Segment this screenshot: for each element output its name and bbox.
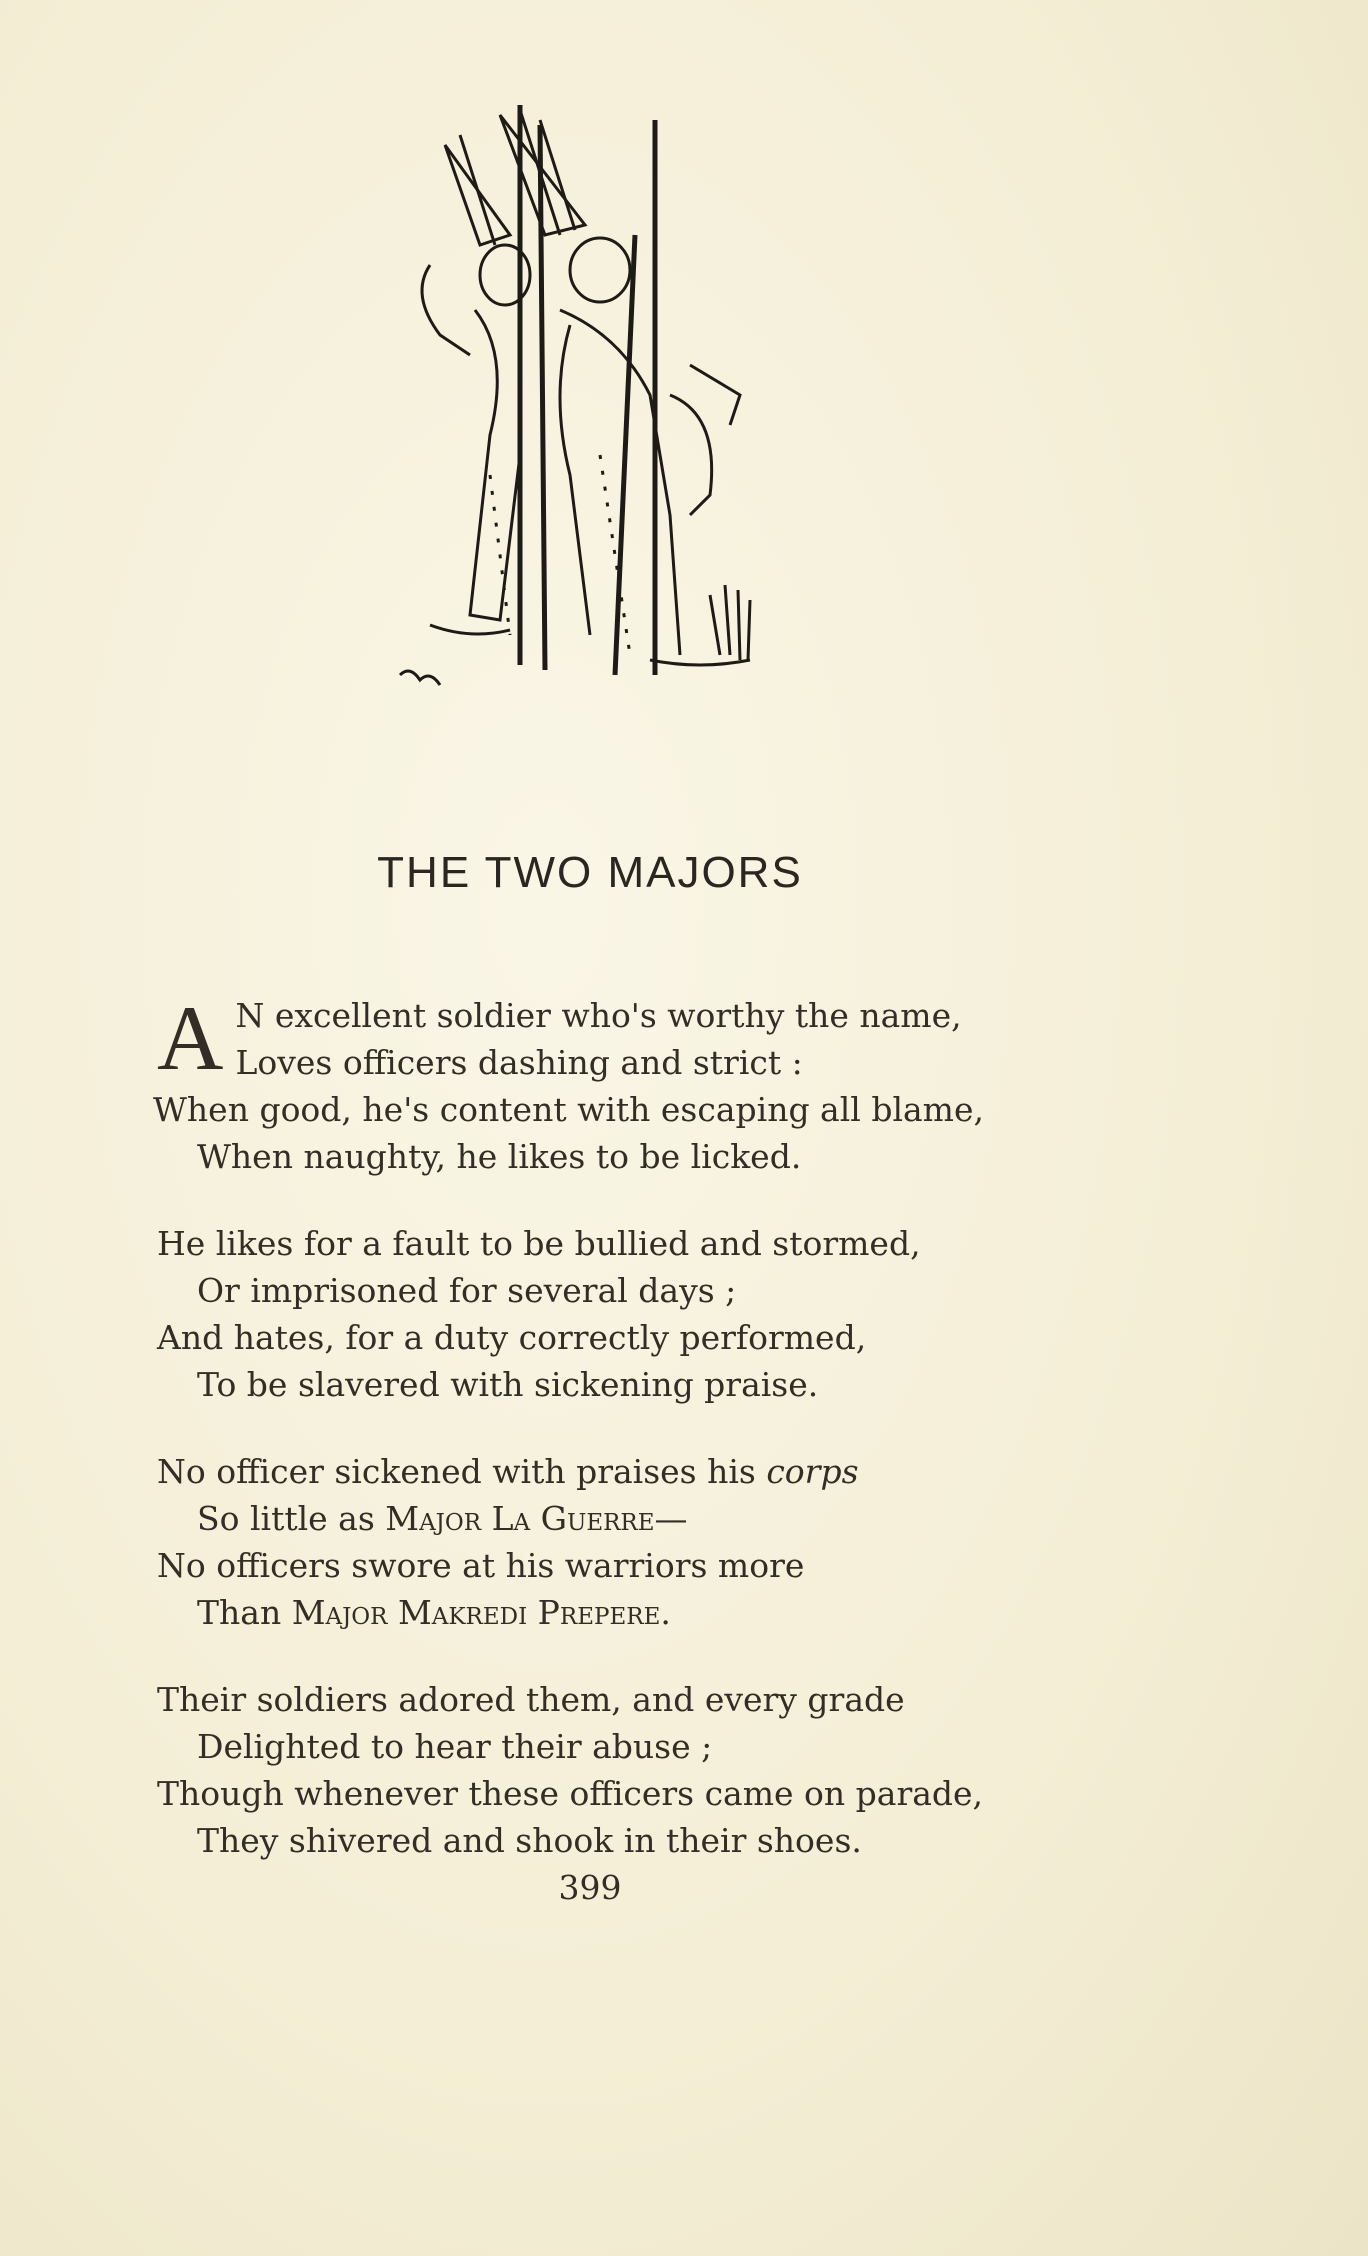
line-text: .: [660, 1593, 671, 1632]
small-caps-name: Major La Guerre: [385, 1499, 655, 1538]
drop-cap: A: [157, 987, 224, 1089]
stanza-1: [153, 987, 1157, 1180]
poem-line: When naughty, he likes to be licked.: [197, 1137, 802, 1176]
poem-body: [153, 987, 1157, 1904]
line-text: So little as: [197, 1499, 386, 1538]
poem-title: THE TWO MAJORS: [377, 848, 803, 897]
poem-line: [157, 1589, 1157, 1636]
stanza-2: [157, 1220, 1157, 1408]
poem-line: Delighted to hear their abuse ;: [197, 1727, 713, 1766]
line-text: Than: [197, 1593, 292, 1632]
poem-line: They shivered and shook in their shoes.: [197, 1821, 862, 1860]
poem-line: And hates, for a duty correctly performed,: [157, 1318, 867, 1357]
poem-line: N excellent soldier who's worthy the name,: [235, 996, 962, 1035]
page-number: 399: [558, 1868, 622, 1907]
poem-line: Loves officers dashing and strict :: [235, 1043, 803, 1082]
poem-line: Or imprisoned for several days ;: [197, 1271, 737, 1310]
stanza-4: [157, 1676, 1157, 1864]
stanza-3: [157, 1448, 1157, 1636]
poem-line: When good, he's content with escaping all blame,: [153, 1090, 984, 1129]
poem-line: [157, 1448, 1157, 1495]
line-text: —: [654, 1499, 688, 1538]
poem-line: To be slavered with sickening praise.: [197, 1365, 819, 1404]
poem-line: [157, 1495, 1157, 1542]
poem-line: Their soldiers adored them, and every grade: [157, 1680, 905, 1719]
poem-line: He likes for a fault to be bullied and stormed,: [157, 1224, 921, 1263]
soldiers-drawing-icon: [370, 95, 810, 705]
italic-word: corps: [766, 1452, 859, 1491]
poem-line: [157, 1542, 1157, 1589]
line-text: No officers swore at his warriors more: [157, 1546, 805, 1585]
poem-line: Though whenever these officers came on parade,: [157, 1774, 984, 1813]
soldiers-illustration: [370, 95, 810, 705]
line-text: No officer sickened with praises his: [157, 1452, 767, 1491]
small-caps-name: Major Makredi Prepere: [291, 1593, 661, 1632]
